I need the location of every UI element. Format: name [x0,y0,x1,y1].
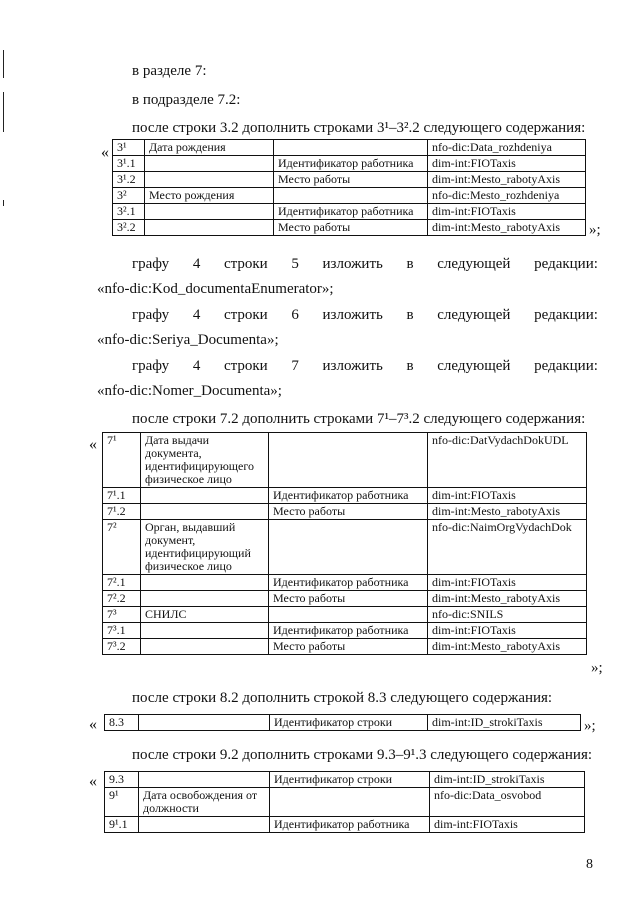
word: 5 [291,256,299,272]
table-cell [141,591,269,607]
paragraph: «nfo-dic:Nomer_Documenta»; [97,383,282,399]
table-cell: 7¹ [103,433,141,488]
table-cell [139,715,270,731]
table-cell: Идентификатор строки [270,772,430,788]
table-cell: dim-int:FIOTaxis [428,575,587,591]
table-cell: dim-int:ID_strokiTaxis [430,772,585,788]
table-cell: 3².2 [113,220,145,236]
table-cell [139,817,270,833]
table-cell: Дата рождения [145,140,274,156]
table-cell: 3² [113,188,145,204]
table-cell: 3¹.2 [113,172,145,188]
table-cell: Место работы [269,591,428,607]
paragraph: «nfo-dic:Kod_documentaEnumerator»; [97,281,334,297]
word: следующей [437,256,511,272]
table-cell: Орган, выдавший документ, идентифицирующий физическое лицо [141,520,269,575]
paragraph: в подразделе 7.2: [132,92,241,108]
close-quote: »; [591,660,603,676]
word: следующей [437,358,511,374]
table-cell: 3².1 [113,204,145,220]
word: 7 [291,358,299,374]
table-cell: 7² [103,520,141,575]
table-cell: Дата освобождения от должности [139,788,270,817]
table-cell: dim-int:ID_strokiTaxis [428,715,581,731]
table-cell: 7³.2 [103,639,141,655]
table-cell [274,140,428,156]
paragraph: после строки 9.2 дополнить строками 9.3–9¹.3 следующего содержания: [132,747,593,763]
table-4 [104,771,585,833]
table-row [113,140,586,156]
paragraph-graph-2 [132,306,598,324]
word: следующей [437,307,511,323]
table-cell [269,607,428,623]
word: 4 [192,256,201,272]
word: редакции: [534,256,598,272]
margin-mark [3,92,4,132]
table-cell: nfo-dic:Data_osvobod [430,788,585,817]
table-cell [270,788,430,817]
margin-mark [3,200,4,206]
paragraph: после строки 8.2 дополнить строкой 8.3 следующего содержания: [132,690,553,706]
table-cell: СНИЛС [141,607,269,623]
table-cell: dim-int:FIOTaxis [428,623,587,639]
paragraph: в разделе 7: [132,63,207,79]
word: редакции: [534,358,598,374]
word: 4 [192,358,201,374]
table-cell: 9.3 [105,772,139,788]
open-quote: « [101,144,109,161]
table-cell [145,204,274,220]
table-row [103,623,587,639]
word: 6 [291,307,299,323]
table-row [103,639,587,655]
table-cell: dim-int:FIOTaxis [430,817,585,833]
word: изложить [322,358,383,374]
paragraph: «nfo-dic:Seriya_Documenta»; [97,332,279,348]
table-cell: 7¹.2 [103,504,141,520]
word: строки [223,358,268,374]
word: изложить [322,307,383,323]
table-cell: nfo-dic:SNILS [428,607,587,623]
table-2 [102,432,587,655]
word: 4 [192,307,201,323]
table-row [113,204,586,220]
word: изложить [322,256,383,272]
word: строки [223,256,268,272]
open-quote: « [89,436,97,453]
close-quote: »; [589,222,601,238]
table-cell: Идентификатор работника [269,623,428,639]
table-row [103,591,587,607]
paragraph: после строки 3.2 дополнить строками 3¹–3².2 следующего содержания: [132,120,586,136]
paragraph: после строки 7.2 дополнить строками 7¹–7³.2 следующего содержания: [132,411,586,427]
table-cell: dim-int:FIOTaxis [428,204,586,220]
table-cell: 9¹ [105,788,139,817]
table-cell: Идентификатор работника [270,817,430,833]
table-cell: 7².1 [103,575,141,591]
page-number: 8 [586,857,593,872]
paragraph-graph-1 [132,255,598,273]
table-cell: dim-int:FIOTaxis [428,156,586,172]
table-cell [141,504,269,520]
table-cell: dim-int:FIOTaxis [428,488,587,504]
table-row [105,788,585,817]
word: графу [132,358,170,374]
table-row [103,607,587,623]
word: в [406,358,414,374]
open-quote: « [89,773,97,790]
margin-mark [3,50,4,78]
table-row [103,575,587,591]
table-cell: Идентификатор работника [274,156,428,172]
table-cell [141,575,269,591]
table-cell: Дата выдачи документа, идентифицирующего физическое лицо [141,433,269,488]
table-cell: 9¹.1 [105,817,139,833]
table-row [113,156,586,172]
table-cell: 7³.1 [103,623,141,639]
table-cell: Идентификатор строки [270,715,428,731]
table-cell: 3¹ [113,140,145,156]
table-cell: Место работы [274,172,428,188]
table-cell: Место рождения [145,188,274,204]
table-cell: dim-int:Mesto_rabotyAxis [428,172,586,188]
table-cell: 7³ [103,607,141,623]
table-cell: nfo-dic:Data_rozhdeniya [428,140,586,156]
table-cell [141,488,269,504]
table-cell: Место работы [274,220,428,236]
open-quote: « [89,716,97,733]
table-cell [141,623,269,639]
table-cell: nfo-dic:DatVydachDokUDL [428,433,587,488]
table-3 [104,714,581,731]
table-cell: dim-int:Mesto_rabotyAxis [428,220,586,236]
word: в [406,307,414,323]
table-row [103,488,587,504]
table-cell: Идентификатор работника [274,204,428,220]
table-row [105,715,581,731]
table-cell: 7².2 [103,591,141,607]
table-cell [269,520,428,575]
word: графу [132,256,170,272]
word: строки [223,307,268,323]
table-cell: Идентификатор работника [269,488,428,504]
table-cell: dim-int:Mesto_rabotyAxis [428,504,587,520]
table-cell [145,172,274,188]
table-cell: nfo-dic:Mesto_rozhdeniya [428,188,586,204]
table-cell: Место работы [269,504,428,520]
table-cell [145,156,274,172]
table-cell [145,220,274,236]
table-cell [139,772,270,788]
table-1 [112,139,586,236]
table-row [113,172,586,188]
table-cell: 8.3 [105,715,139,731]
table-row [103,520,587,575]
table-row [105,817,585,833]
table-row [103,504,587,520]
table-cell [141,639,269,655]
table-row [103,433,587,488]
table-row [113,188,586,204]
table-cell: Идентификатор работника [269,575,428,591]
table-cell: 7¹.1 [103,488,141,504]
table-row [113,220,586,236]
table-cell [274,188,428,204]
table-cell: 3¹.1 [113,156,145,172]
paragraph-graph-3 [132,357,598,375]
table-cell: Место работы [269,639,428,655]
table-cell [269,433,428,488]
table-cell: dim-int:Mesto_rabotyAxis [428,639,587,655]
word: редакции: [534,307,598,323]
close-quote: »; [584,718,596,734]
table-row [105,772,585,788]
word: графу [132,307,170,323]
table-cell: dim-int:Mesto_rabotyAxis [428,591,587,607]
word: в [406,256,414,272]
table-cell: nfo-dic:NaimOrgVydachDok [428,520,587,575]
